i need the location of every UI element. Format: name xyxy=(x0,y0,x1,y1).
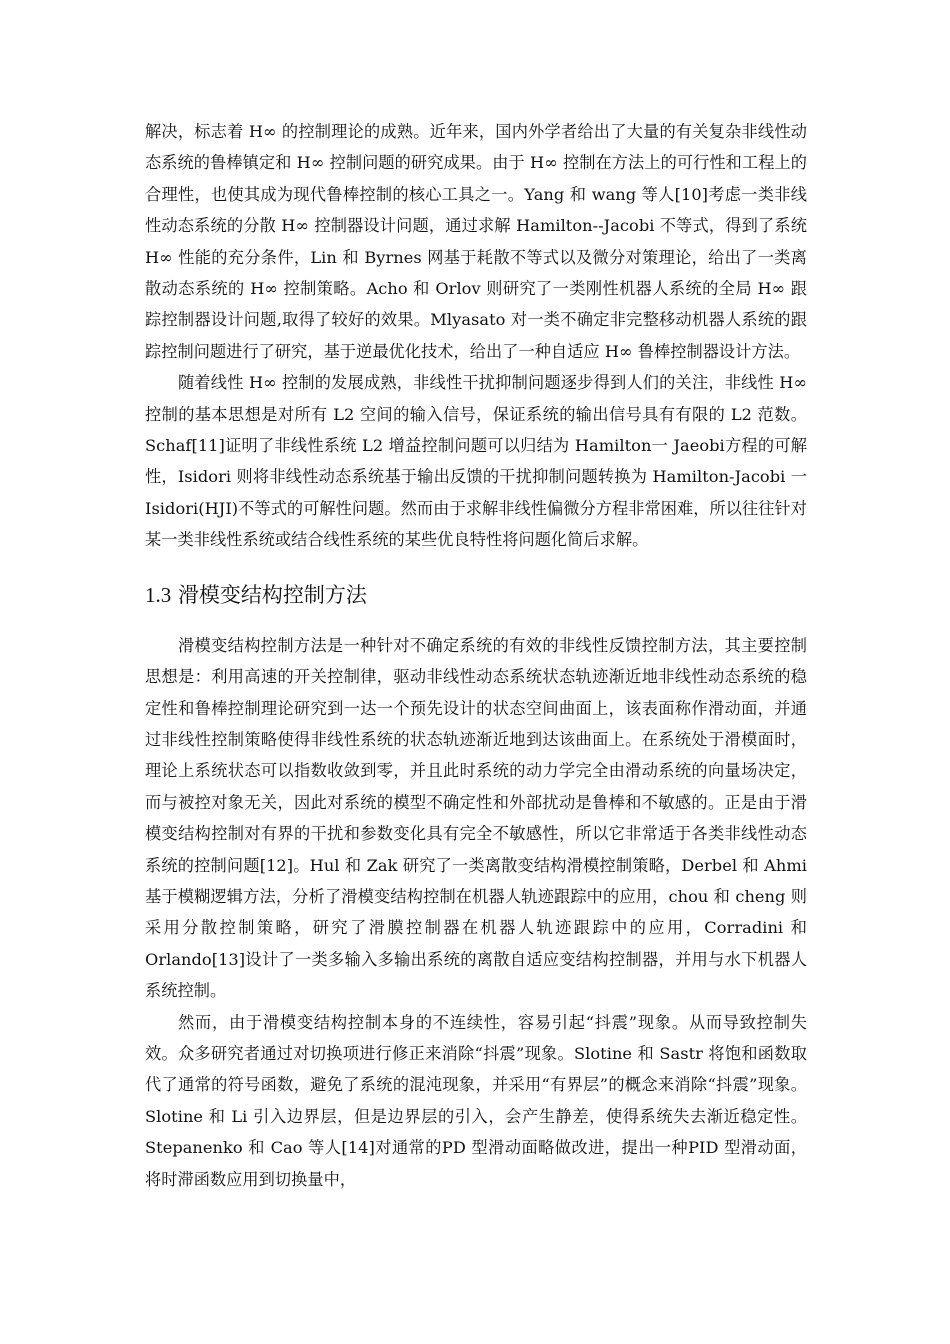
paragraph-4: 然而，由于滑模变结构控制本身的不连续性，容易引起“抖震”现象。从而导致控制失效。众多研究者通过对切换项进行修正来消除“抖震”现象。Slotine 和 Sastr 将饱和函数取代了通常的符号函数，避免了系统的混沌现象，并采用“有界层”的概念来消除“抖震”现象。Slotine 和 Li 引入边界层，但是边界层的引入，会产生静差，使得系统失去渐近稳定性。 Stepanenko 和 Cao 等人[14]对通常的PD 型滑动面略做改进，提出一种PID 型滑动面，将时滞函数应用到切换量中， xyxy=(145,1012,807,1189)
section-title: 滑模变结构控制方法 xyxy=(177,582,367,607)
paragraph-2: 随着线性 H∞ 控制的发展成熟，非线性干扰抑制问题逐步得到人们的关注，非线性 H∞ 控制的基本思想是对所有 L2 空间的输入信号，保证系统的输出信号具有有限的 L2 范数。Schaf[11]证明了非线性系统 L2 增益控制问题可以归结为 Hamilton一 Jaeobi方程的可解性，Isidori 则将非线性动态系统基于输出反馈的干扰抑制问题转换为 Hamilton-Jacobi 一 Isidori(HJI)不等式的可解性问题。然而由于求解非线性偏微分方程非常困难，所以往往针对某一类非线性系统或结合线性系统的某些优良特性将问题化简后求解。 xyxy=(145,373,807,550)
section-number: 1.3 xyxy=(145,582,172,607)
page-body xyxy=(145,116,807,1195)
paragraph-1: 解决，标志着 H∞ 的控制理论的成熟。近年来，国内外学者给出了大量的有关复杂非线性动态系统的鲁棒镇定和 H∞ 控制问题的研究成果。由于 H∞ 控制在方法上的可行性和工程上的合理性，也使其成为现代鲁棒控制的核心工具之一。Yang 和 wang 等人[10]考虑一类非线性动态系统的分散 H∞ 控制器设计问题，通过求解 Hamilton--Jacobi 不等式，得到了系统 H∞ 性能的充分条件，Lin 和 Byrnes 网基于耗散不等式以及微分对策理论，给出了一类离散动态系统的 H∞ 控制策略。Acho 和 Orlov 则研究了一类刚性机器人系统的全局 H∞ 跟踪控制器设计问题,取得了较好的效果。Mlyasato 对一类不确定非完整移动机器人系统的跟踪控制问题进行了研究，基于逆最优化技术，给出了一种自适应 H∞ 鲁棒控制器设计方法。 xyxy=(145,122,807,361)
paragraph-3: 滑模变结构控制方法是一种针对不确定系统的有效的非线性反馈控制方法，其主要控制思想是：利用高速的开关控制律，驱动非线性动态系统状态轨迹渐近地非线性动态系统的稳定性和鲁棒控制理论研究到一达一个预先设计的状态空间曲面上，该表面称作滑动面，并通过非线性控制策略使得非线性系统的状态轨迹渐近地到达该曲面上。在系统处于滑模面时，理论上系统状态可以指数收敛到零，并且此时系统的动力学完全由滑动系统的向量场决定，而与被控对象无关，因此对系统的模型不确定性和外部扰动是鲁棒和不敏感的。正是由于滑模变结构控制对有界的干扰和参数变化具有完全不敏感性，所以它非常适于各类非线性动态系统的控制问题[12]。Hul 和 Zak 研究了一类离散变结构滑模控制策略，Derbel 和 Ahmi 基于模糊逻辑方法，分析了滑模变结构控制在机器人轨迹跟踪中的应用，chou 和 cheng 则采用分散控制策略，研究了滑膜控制器在机器人轨迹跟踪中的应用，Corradini 和 Orlando[13]设计了一类多输入多输出系统的离散自适应变结构控制器，并用与水下机器人系统控制。 xyxy=(145,635,807,1001)
section-heading xyxy=(145,578,807,612)
